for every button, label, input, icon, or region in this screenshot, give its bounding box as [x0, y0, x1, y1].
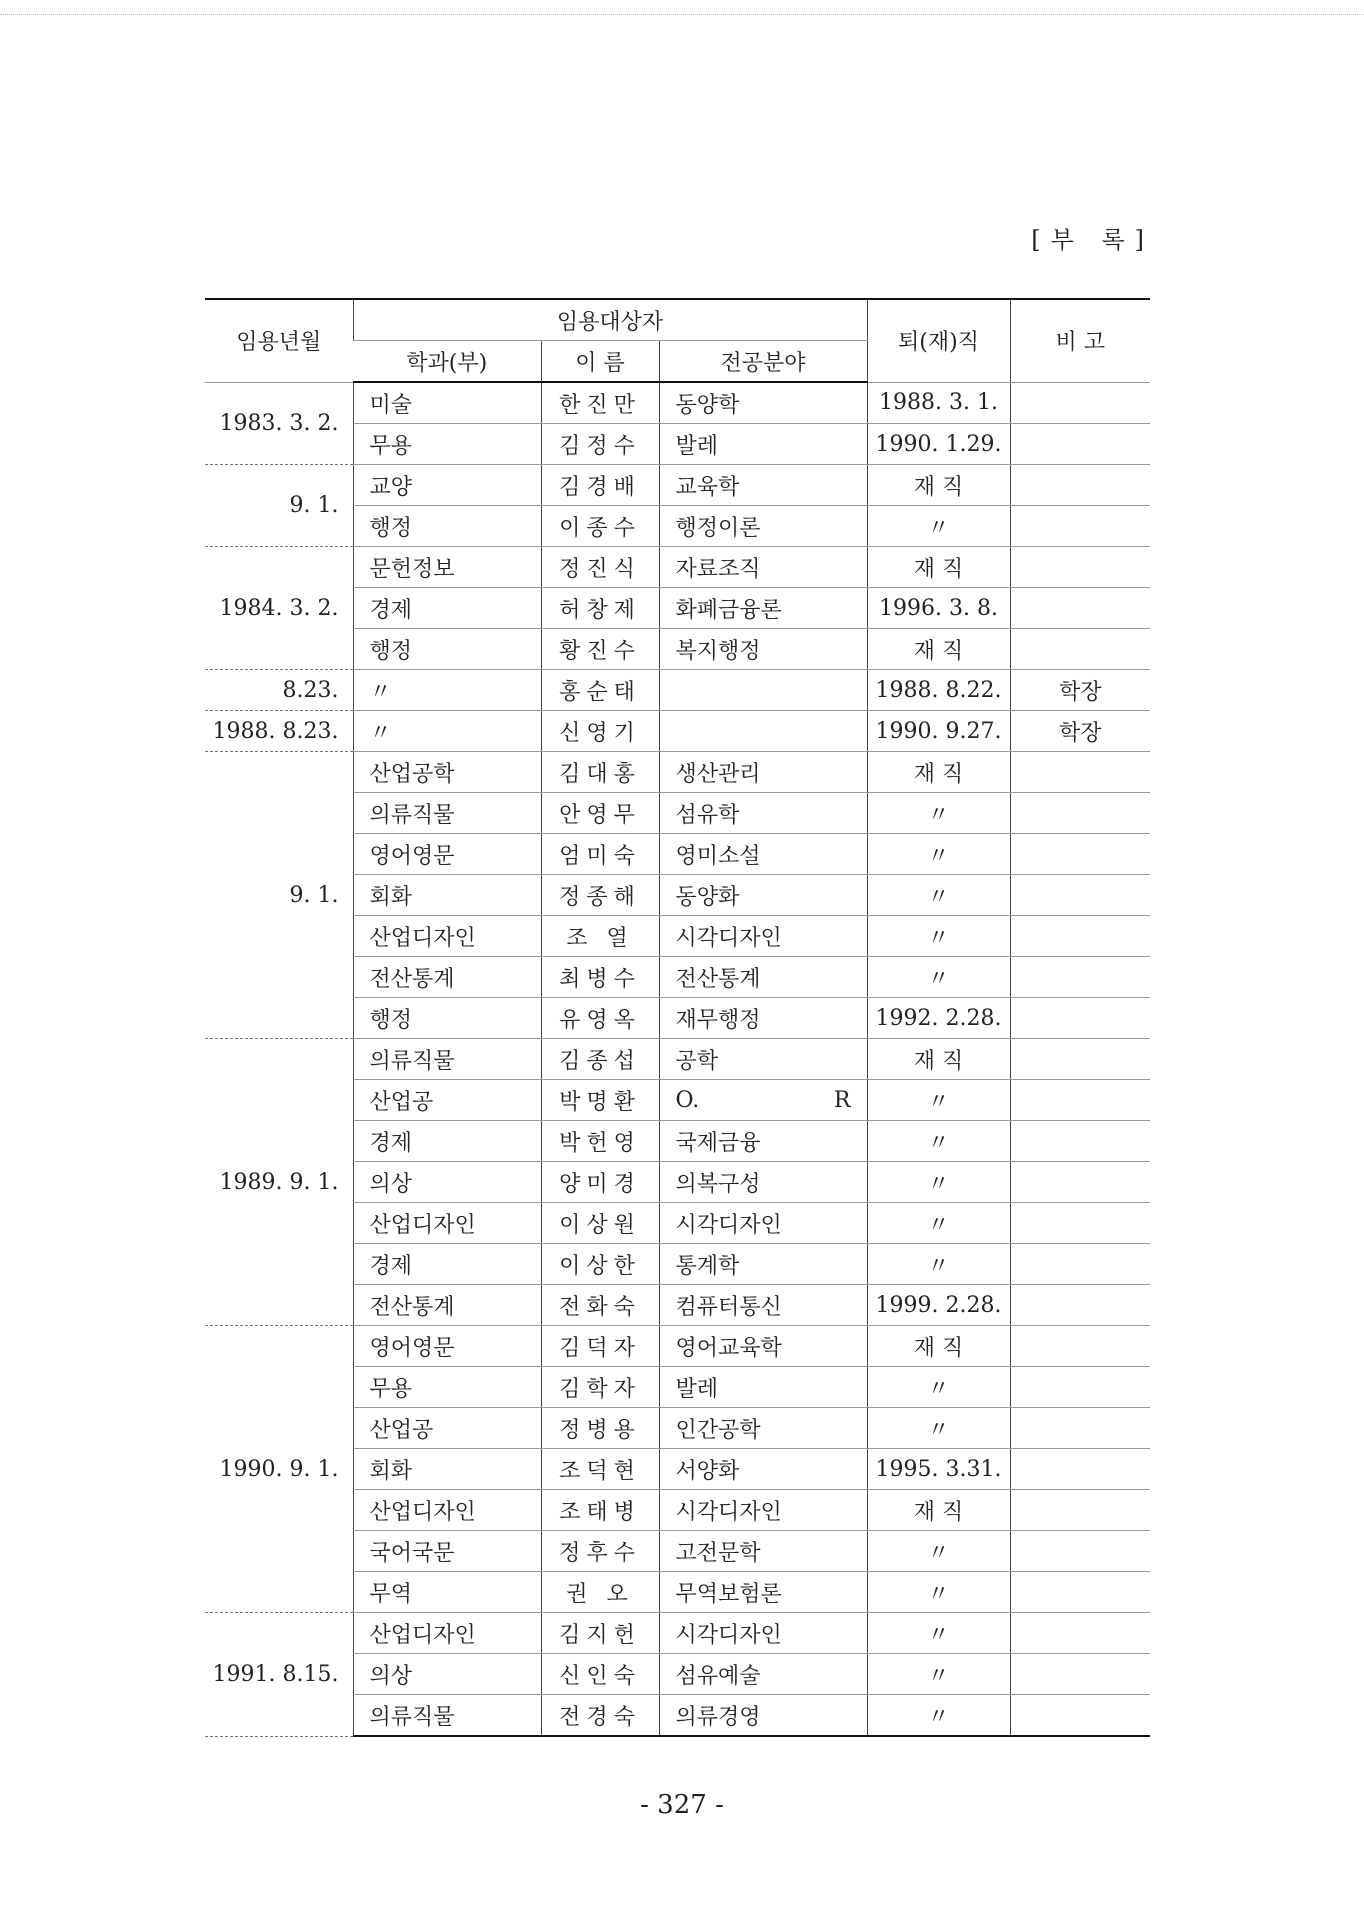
appointment-date-cell: 1990. 9. 1.	[205, 1326, 353, 1613]
dept-cell: 산업공학	[353, 752, 541, 793]
appointment-date-cell: 1984. 3. 2.	[205, 547, 353, 670]
header-date: 임용년월	[205, 299, 353, 382]
retire-cell: 〃	[867, 834, 1010, 875]
dept-cell: 영어영문	[353, 834, 541, 875]
dept-cell: 경제	[353, 1244, 541, 1285]
name-cell: 조 열	[541, 916, 659, 957]
retire-cell: 1988. 8.22.	[867, 670, 1010, 711]
retire-cell: 1999. 2.28.	[867, 1285, 1010, 1326]
dept-cell: 〃	[353, 670, 541, 711]
field-cell: 시각디자인	[659, 1490, 867, 1531]
dept-cell: 의류직물	[353, 1039, 541, 1080]
dept-cell: 회화	[353, 1449, 541, 1490]
header-name: 이 름	[541, 341, 659, 383]
dept-cell: 행정	[353, 998, 541, 1039]
name-cell: 김종섭	[541, 1039, 659, 1080]
name-cell: 김학자	[541, 1367, 659, 1408]
table-row	[205, 465, 1150, 506]
name-cell: 양미경	[541, 1162, 659, 1203]
retire-cell: 〃	[867, 1080, 1010, 1121]
field-cell: 전산통계	[659, 957, 867, 998]
field-cell: 시각디자인	[659, 1203, 867, 1244]
name-cell: 이종수	[541, 506, 659, 547]
dept-cell: 영어영문	[353, 1326, 541, 1367]
appointment-date-cell: 1989. 9. 1.	[205, 1039, 353, 1326]
name-cell: 신영기	[541, 711, 659, 752]
dept-cell: 산업디자인	[353, 1203, 541, 1244]
dept-cell: 행정	[353, 506, 541, 547]
name-cell: 박헌영	[541, 1121, 659, 1162]
dept-cell: 의류직물	[353, 793, 541, 834]
note-cell: 학장	[1010, 670, 1150, 711]
appointment-date-cell: 1988. 8.23.	[205, 711, 353, 752]
appointment-date-cell: 8.23.	[205, 670, 353, 711]
retire-cell: 〃	[867, 1244, 1010, 1285]
retire-cell: 〃	[867, 916, 1010, 957]
name-cell: 박명환	[541, 1080, 659, 1121]
field-cell: 발레	[659, 1367, 867, 1408]
field-cell: 재무행정	[659, 998, 867, 1039]
name-cell: 조태병	[541, 1490, 659, 1531]
appointment-table	[205, 298, 1150, 1737]
retire-cell: 재 직	[867, 465, 1010, 506]
note-cell	[1010, 382, 1150, 424]
name-cell: 김지헌	[541, 1613, 659, 1654]
field-cell: 고전문학	[659, 1531, 867, 1572]
field-cell: 영미소설	[659, 834, 867, 875]
field-cell: 자료조직	[659, 547, 867, 588]
field-cell: 동양학	[659, 382, 867, 424]
page-number: - 327 -	[640, 1790, 724, 1820]
note-cell	[1010, 1695, 1150, 1737]
field-cell: 화폐금융론	[659, 588, 867, 629]
name-cell: 조덕현	[541, 1449, 659, 1490]
table-row	[205, 1039, 1150, 1080]
table-row	[205, 711, 1150, 752]
field-cell	[659, 711, 867, 752]
note-cell	[1010, 465, 1150, 506]
retire-cell: 1992. 2.28.	[867, 998, 1010, 1039]
retire-cell: 1995. 3.31.	[867, 1449, 1010, 1490]
note-cell	[1010, 588, 1150, 629]
retire-cell: 재 직	[867, 547, 1010, 588]
appointment-date-cell: 1991. 8.15.	[205, 1613, 353, 1737]
dept-cell: 〃	[353, 711, 541, 752]
header-note: 비 고	[1010, 299, 1150, 382]
note-cell	[1010, 1080, 1150, 1121]
field-cell: 시각디자인	[659, 916, 867, 957]
name-cell: 최병수	[541, 957, 659, 998]
field-cell: 국제금융	[659, 1121, 867, 1162]
field-cell: 생산관리	[659, 752, 867, 793]
retire-cell: 〃	[867, 1531, 1010, 1572]
note-cell	[1010, 1572, 1150, 1613]
note-cell	[1010, 834, 1150, 875]
table-body	[205, 382, 1150, 1736]
header-field: 전공분야	[659, 341, 867, 383]
name-cell: 신인숙	[541, 1654, 659, 1695]
dept-cell: 회화	[353, 875, 541, 916]
name-cell: 김경배	[541, 465, 659, 506]
appointment-date-cell: 1983. 3. 2.	[205, 382, 353, 465]
name-cell: 김대홍	[541, 752, 659, 793]
note-cell	[1010, 506, 1150, 547]
note-cell	[1010, 1490, 1150, 1531]
name-cell: 정종해	[541, 875, 659, 916]
field-cell: 섬유예술	[659, 1654, 867, 1695]
table-row	[205, 752, 1150, 793]
retire-cell: 〃	[867, 1162, 1010, 1203]
dept-cell: 미술	[353, 382, 541, 424]
dept-cell: 무용	[353, 1367, 541, 1408]
retire-cell: 1990. 9.27.	[867, 711, 1010, 752]
note-cell	[1010, 916, 1150, 957]
note-cell	[1010, 998, 1150, 1039]
note-cell: 학장	[1010, 711, 1150, 752]
dept-cell: 교양	[353, 465, 541, 506]
note-cell	[1010, 793, 1150, 834]
dept-cell: 전산통계	[353, 1285, 541, 1326]
retire-cell: 〃	[867, 875, 1010, 916]
note-cell	[1010, 1203, 1150, 1244]
dept-cell: 산업디자인	[353, 1613, 541, 1654]
dept-cell: 의상	[353, 1654, 541, 1695]
appointment-date-cell: 9. 1.	[205, 752, 353, 1039]
retire-cell: 〃	[867, 506, 1010, 547]
dept-cell: 산업디자인	[353, 916, 541, 957]
name-cell: 홍순태	[541, 670, 659, 711]
dept-cell: 경제	[353, 588, 541, 629]
name-cell: 이상한	[541, 1244, 659, 1285]
note-cell	[1010, 752, 1150, 793]
field-cell: 컴퓨터통신	[659, 1285, 867, 1326]
field-cell: 인간공학	[659, 1408, 867, 1449]
retire-cell: 〃	[867, 1408, 1010, 1449]
field-cell: 의류경영	[659, 1695, 867, 1737]
dept-cell: 의류직물	[353, 1695, 541, 1737]
dept-cell: 전산통계	[353, 957, 541, 998]
retire-cell: 〃	[867, 1654, 1010, 1695]
name-cell: 유영옥	[541, 998, 659, 1039]
note-cell	[1010, 1613, 1150, 1654]
table-row	[205, 670, 1150, 711]
name-cell: 김덕자	[541, 1326, 659, 1367]
scan-edge-line	[0, 14, 1364, 15]
dept-cell: 무용	[353, 424, 541, 465]
dept-cell: 문헌정보	[353, 547, 541, 588]
header-group: 임용대상자	[353, 299, 867, 341]
name-cell: 전화숙	[541, 1285, 659, 1326]
table-row	[205, 1326, 1150, 1367]
name-cell: 이상원	[541, 1203, 659, 1244]
note-cell	[1010, 1285, 1150, 1326]
dept-cell: 산업공	[353, 1408, 541, 1449]
note-cell	[1010, 875, 1150, 916]
name-cell: 권 오	[541, 1572, 659, 1613]
name-cell: 정병용	[541, 1408, 659, 1449]
table-row	[205, 1613, 1150, 1654]
retire-cell: 〃	[867, 1695, 1010, 1737]
table-row	[205, 382, 1150, 424]
retire-cell: 〃	[867, 1121, 1010, 1162]
name-cell: 정후수	[541, 1531, 659, 1572]
retire-cell: 1988. 3. 1.	[867, 382, 1010, 424]
header-dept: 학과(부)	[353, 341, 541, 383]
name-cell: 안영무	[541, 793, 659, 834]
note-cell	[1010, 424, 1150, 465]
field-cell: 서양화	[659, 1449, 867, 1490]
retire-cell: 1996. 3. 8.	[867, 588, 1010, 629]
retire-cell: 〃	[867, 1572, 1010, 1613]
note-cell	[1010, 1244, 1150, 1285]
field-cell: 통계학	[659, 1244, 867, 1285]
note-cell	[1010, 1162, 1150, 1203]
appointment-table-wrapper	[205, 298, 1150, 1737]
dept-cell: 산업디자인	[353, 1490, 541, 1531]
field-cell: 발레	[659, 424, 867, 465]
appendix-label: [부 록]	[1031, 226, 1154, 254]
retire-cell: 재 직	[867, 1326, 1010, 1367]
note-cell	[1010, 1326, 1150, 1367]
note-cell	[1010, 1449, 1150, 1490]
note-cell	[1010, 1039, 1150, 1080]
note-cell	[1010, 1121, 1150, 1162]
retire-cell: 재 직	[867, 1490, 1010, 1531]
field-cell: 행정이론	[659, 506, 867, 547]
header-retire: 퇴(재)직	[867, 299, 1010, 382]
name-cell: 엄미숙	[541, 834, 659, 875]
field-cell	[659, 670, 867, 711]
table-row	[205, 547, 1150, 588]
name-cell: 한진만	[541, 382, 659, 424]
name-cell: 정진식	[541, 547, 659, 588]
field-cell: 의복구성	[659, 1162, 867, 1203]
note-cell	[1010, 1367, 1150, 1408]
name-cell: 전경숙	[541, 1695, 659, 1737]
note-cell	[1010, 1531, 1150, 1572]
field-cell: 동양화	[659, 875, 867, 916]
dept-cell: 의상	[353, 1162, 541, 1203]
dept-cell: 행정	[353, 629, 541, 670]
field-cell: 교육학	[659, 465, 867, 506]
retire-cell: 〃	[867, 1367, 1010, 1408]
note-cell	[1010, 957, 1150, 998]
appointment-date-cell: 9. 1.	[205, 465, 353, 547]
field-cell: 시각디자인	[659, 1613, 867, 1654]
note-cell	[1010, 547, 1150, 588]
dept-cell: 산업공	[353, 1080, 541, 1121]
field-cell: 복지행정	[659, 629, 867, 670]
name-cell: 허창제	[541, 588, 659, 629]
retire-cell: 〃	[867, 793, 1010, 834]
retire-cell: 재 직	[867, 752, 1010, 793]
field-cell: 섬유학	[659, 793, 867, 834]
note-cell	[1010, 1654, 1150, 1695]
name-cell: 황진수	[541, 629, 659, 670]
retire-cell: 〃	[867, 1613, 1010, 1654]
note-cell	[1010, 629, 1150, 670]
field-cell: O. R	[659, 1080, 867, 1121]
retire-cell: 재 직	[867, 629, 1010, 670]
field-cell: 무역보험론	[659, 1572, 867, 1613]
table-header-row	[205, 299, 1150, 341]
dept-cell: 국어국문	[353, 1531, 541, 1572]
retire-cell: 1990. 1.29.	[867, 424, 1010, 465]
retire-cell: 재 직	[867, 1039, 1010, 1080]
note-cell	[1010, 1408, 1150, 1449]
dept-cell: 무역	[353, 1572, 541, 1613]
name-cell: 김정수	[541, 424, 659, 465]
retire-cell: 〃	[867, 957, 1010, 998]
field-cell: 영어교육학	[659, 1326, 867, 1367]
dept-cell: 경제	[353, 1121, 541, 1162]
field-cell: 공학	[659, 1039, 867, 1080]
retire-cell: 〃	[867, 1203, 1010, 1244]
